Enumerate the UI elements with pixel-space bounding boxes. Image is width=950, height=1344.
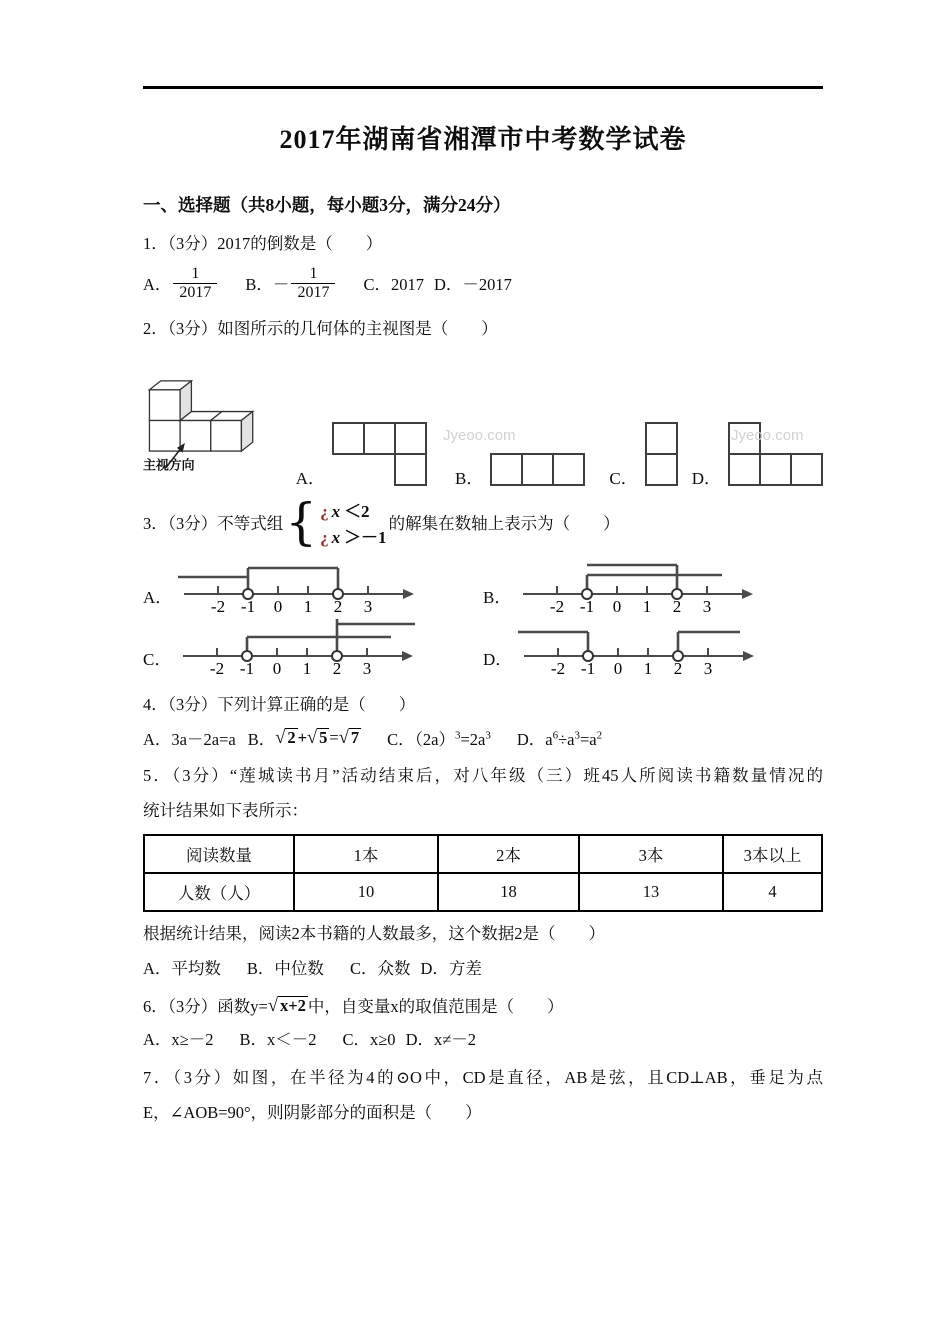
q6-option-c: C．x≥0 [342, 1030, 396, 1050]
q6-stem-post: 中，自变量x的取值范围是（ ） [307, 997, 564, 1017]
q4-option-a: A．3a－2a=a [143, 729, 236, 749]
q2-option-b [455, 452, 585, 487]
q1-stem: 1．（3分）2017的倒数是（ ） [143, 234, 383, 253]
q7-stem [143, 1066, 823, 1125]
variable-x: x [331, 501, 341, 521]
fraction-numerator: 1 [309, 264, 318, 282]
tick-label: -1 [580, 596, 595, 616]
q6-option-d: D．x≠－2 [405, 1030, 477, 1050]
q1-option-d: D．－2017 [433, 275, 512, 295]
q6-stem-pre: 6．（3分）函数y= [143, 997, 268, 1017]
q3-option-a [143, 556, 483, 616]
q3-option-b-label: B． [483, 587, 512, 607]
tick-label: 3 [704, 658, 713, 678]
q6-stem [143, 993, 823, 1017]
sqrt-expression [339, 727, 361, 748]
q5-stem-line2: 统计结果如下表所示： [143, 800, 308, 820]
fraction-numerator: 1 [191, 264, 200, 282]
q2-option-c-label: C． [609, 468, 638, 488]
fraction-denominator: 2017 [291, 283, 335, 302]
q5-stat-options [143, 955, 823, 979]
q4-option-b-label: B． [247, 729, 276, 749]
page-title: 2017年湖南省湘潭市中考数学试卷 [279, 125, 687, 154]
q5-option-d: D．方差 [420, 959, 482, 979]
q5-option-b: B．中位数 [246, 959, 324, 979]
tick-label: -1 [241, 596, 256, 616]
q5-stem-line1: 5．（3分）“莲城读书月”活动结束后，对八年级（三）班45人所阅读书籍数量情况的 [143, 765, 823, 785]
q2-option-b-label: B． [455, 468, 484, 488]
system-brace: { [285, 492, 318, 551]
radical-sign: √ [338, 727, 349, 748]
relation: ＜2 [344, 501, 370, 521]
q3-option-d [483, 618, 823, 678]
q3-stem-pre: 3．（3分）不等式组 [143, 514, 284, 534]
page-content [143, 89, 823, 1125]
plus-sign: + [297, 727, 308, 747]
table-cell: 人数（人） [144, 873, 294, 911]
q2-option-c [609, 421, 679, 487]
tick-label: 0 [273, 658, 282, 678]
q3-option-a-label: A． [143, 587, 173, 607]
radical-sign: √ [307, 727, 318, 748]
table-cell: 18 [438, 873, 579, 911]
tick-label: 0 [274, 596, 283, 616]
q2-option-c-shape [644, 421, 680, 487]
table-cell: 13 [579, 873, 723, 911]
q2-stem: 2．（3分）如图所示的几何体的主视图是（ ） [143, 318, 498, 338]
section-heading: 一、选择题（共8小题，每小题3分，满分24分） [143, 195, 511, 215]
q2-option-d-label: D． [691, 468, 721, 488]
q6-option-a: A．x≥－2 [143, 1030, 214, 1050]
q7-stem-line2: E，∠AOB=90°，则阴影部分的面积是（ ） [143, 1103, 482, 1123]
glyph-inverted-question: ¿ [320, 501, 329, 521]
q2-option-a-label: A． [295, 468, 326, 488]
system-rows [317, 497, 387, 548]
table-header-row [144, 835, 822, 873]
table-data-row [144, 873, 822, 911]
q3-stem-post: 的解集在数轴上表示为（ ） [388, 514, 620, 534]
tick-label: 1 [303, 658, 312, 678]
q1-option-c: C．2017 [363, 275, 424, 295]
sqrt-expression [307, 727, 329, 748]
inequality-system [285, 492, 387, 551]
tick-label: -1 [240, 658, 255, 678]
radicand: x+2 [279, 995, 306, 1015]
watermark: Jyeoo.com [443, 426, 516, 444]
q2-option-a-shape [331, 421, 427, 487]
reading-stats-table [143, 834, 823, 912]
q5-followup: 根据统计结果，阅读2本书籍的人数最多，这个数据2是（ ） [143, 924, 605, 944]
watermark: Jyeoo.com [731, 426, 804, 444]
table-cell: 4 [723, 873, 822, 911]
tick-label: 1 [644, 658, 653, 678]
q3-option-c [143, 618, 483, 678]
tick-label: 1 [643, 596, 652, 616]
q5-option-a: A．平均数 [143, 959, 221, 979]
radicand: 7 [350, 728, 360, 748]
number-line-a [178, 556, 418, 616]
tick-label: 2 [334, 596, 343, 616]
sqrt-expression [275, 727, 297, 748]
table-header-cell: 3本以上 [723, 835, 822, 873]
tick-label: 2 [674, 658, 683, 678]
solid-cubes-figure [143, 349, 282, 487]
tick-label: -2 [550, 596, 565, 616]
q5-stem [143, 764, 823, 823]
relation: ＞－1 [344, 527, 387, 547]
table-header-cell: 3本 [579, 835, 723, 873]
table-header-cell: 阅读数量 [144, 835, 294, 873]
q3-options [143, 556, 823, 678]
q3-stem [143, 492, 823, 551]
table-cell: 10 [294, 873, 438, 911]
q4-option-d: D．$a^6\div a^3=a^2$ [516, 729, 603, 749]
q7-stem-line1: 7．（3分）如图，在半径为4的⊙O中，CD是直径，AB是弦，且CD⊥AB，垂足为点 [143, 1068, 823, 1088]
tick-label: 1 [304, 596, 313, 616]
table-header-cell: 1本 [294, 835, 438, 873]
q1-option-b-label: B．－ [245, 275, 290, 295]
number-line-d [518, 618, 758, 678]
tick-label: 0 [614, 658, 623, 678]
tick-label: 0 [613, 596, 622, 616]
glyph-inverted-question: ¿ [320, 527, 329, 547]
view-direction-label: 主视方向 [143, 458, 195, 473]
sqrt-expression [268, 995, 308, 1016]
q6-options [143, 1026, 823, 1050]
radicand: 5 [319, 728, 328, 748]
inequality-1 [320, 497, 387, 522]
tick-label: -2 [211, 596, 226, 616]
fraction-denominator: 2017 [173, 283, 217, 302]
q2-option-b-shape [489, 452, 585, 487]
table-header-cell: 2本 [438, 835, 579, 873]
tick-label: 3 [364, 596, 373, 616]
q2-figure-row [143, 349, 823, 487]
tick-label: 3 [703, 596, 712, 616]
variable-x: x [331, 527, 341, 547]
q4-option-c: C．$(2a)^3=2a^3$ [387, 729, 491, 749]
equals-sign: = [329, 727, 339, 747]
q1-option-a-label: A． [143, 275, 172, 295]
q4-stem: 4．（3分）下列计算正确的是（ ） [143, 694, 416, 714]
tick-label: -2 [210, 658, 225, 678]
q3-option-c-label: C． [143, 649, 172, 669]
number-line-b [517, 556, 757, 616]
tick-label: 3 [363, 658, 372, 678]
tick-label: 2 [333, 658, 342, 678]
tick-label: -2 [551, 658, 566, 678]
q6-option-b: B．x＜－2 [239, 1030, 317, 1050]
radical-sign: √ [275, 727, 286, 748]
q1-option-b-fraction [291, 265, 335, 302]
q2-option-a [296, 421, 427, 487]
q5-option-c: C．众数 [349, 959, 411, 979]
number-line-c [177, 618, 417, 678]
radical-sign: √ [267, 994, 278, 1015]
q4-options [143, 726, 823, 750]
q1-option-a-fraction [173, 265, 217, 302]
inequality-2 [320, 523, 387, 548]
q1-options [143, 265, 823, 302]
tick-label: -1 [581, 658, 596, 678]
q3-option-d-label: D． [483, 649, 513, 669]
tick-label: 2 [673, 596, 682, 616]
radicand: 2 [287, 728, 296, 748]
q3-option-b [483, 556, 823, 616]
